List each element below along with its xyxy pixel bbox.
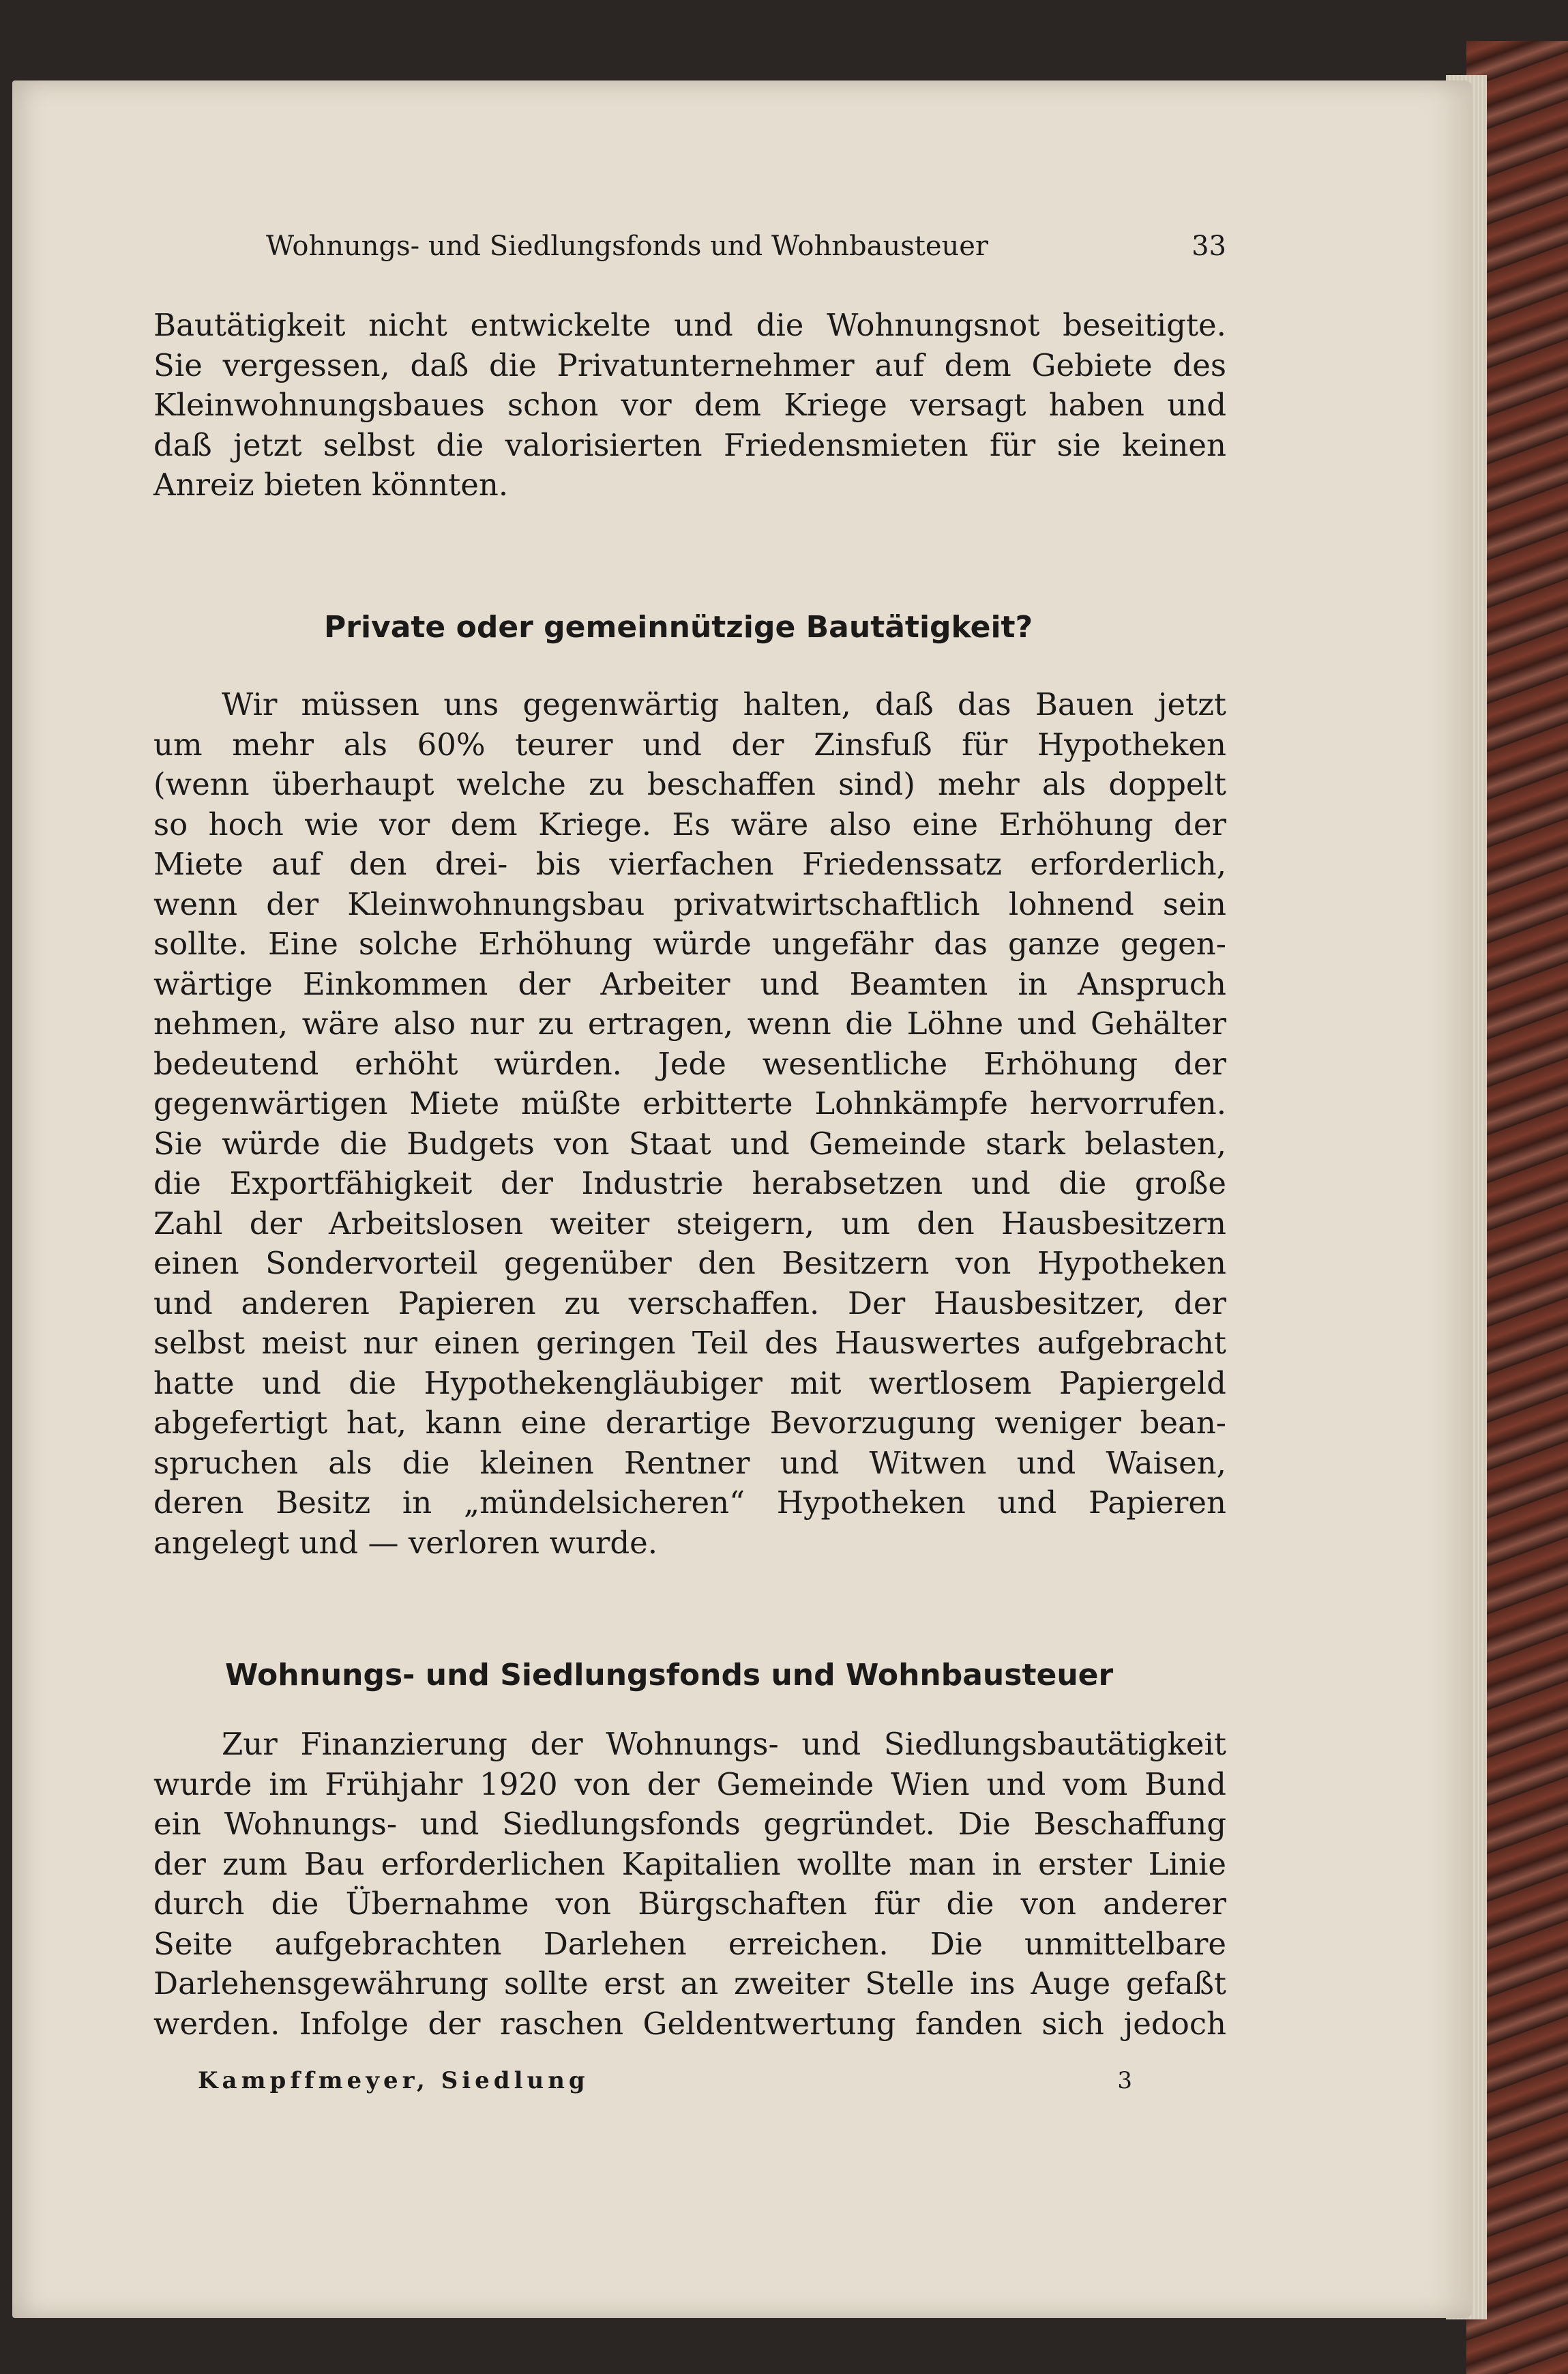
text-line: einen Sondervorteil gegenüber den Besitzern von Hypotheken xyxy=(153,1245,1226,1281)
text-line: die Exportfähigkeit der Industrie herabsetzen und die große xyxy=(153,1165,1226,1201)
text-line: werden. Infolge der raschen Geldentwertung fanden sich jedoch xyxy=(153,2005,1226,2042)
text-line: wärtige Einkommen der Arbeiter und Beamten in Anspruch xyxy=(153,965,1226,1002)
text-line: (wenn überhaupt welche zu beschaffen sind) mehr als doppelt xyxy=(153,766,1226,802)
text-line: nehmen, wäre also nur zu ertragen, wenn die Löhne und Gehälter xyxy=(153,1006,1226,1042)
text-line: durch die Übernahme von Bürgschaften für die von anderer xyxy=(153,1886,1226,1922)
text-line: daß jetzt selbst die valorisierten Friedensmieten für sie keinen xyxy=(153,426,1226,463)
text-line: so hoch wie vor dem Kriege. Es wäre also eine Erhöhung der xyxy=(153,806,1226,842)
text-line: ein Wohnungs- und Siedlungsfonds gegründet. Die Beschaffung xyxy=(153,1806,1226,1842)
text-line: Zur Finanzierung der Wohnungs- und Siedlungsbautätigkeit xyxy=(222,1726,1226,1762)
paragraph-1 xyxy=(153,306,1226,505)
text-line: Anreiz bieten könnten. xyxy=(153,467,509,503)
text-line: hatte und die Hypothekengläubiger mit wertlosem Papiergeld xyxy=(153,1364,1226,1401)
paragraph-2 xyxy=(153,685,1226,1563)
page-footer xyxy=(198,2067,1132,2094)
text-line: selbst meist nur einen geringen Teil des Hauswertes aufgebracht xyxy=(153,1325,1226,1361)
text-line: angelegt und — verloren wurde. xyxy=(153,1524,658,1561)
text-line: abgefertigt hat, kann eine derartige Bevorzugung weniger bean- xyxy=(153,1405,1226,1441)
text-line: und anderen Papieren zu verschaffen. Der Hausbesitzer, der xyxy=(153,1285,1226,1321)
text-line: Kleinwohnungsbaues schon vor dem Kriege versagt haben und xyxy=(153,387,1226,423)
text-line: gegenwärtigen Miete müßte erbitterte Lohnkämpfe hervorrufen. xyxy=(153,1085,1226,1122)
running-title: Wohnungs- und Siedlungsfonds und Wohnbausteuer xyxy=(266,231,989,262)
text-line: Seite aufgebrachten Darlehen erreichen. Die unmittelbare xyxy=(153,1925,1226,1962)
text-line: deren Besitz in „mündelsicheren“ Hypotheken und Papieren xyxy=(153,1484,1226,1521)
paragraph-3 xyxy=(153,1725,1226,2044)
text-line: sollte. Eine solche Erhöhung würde ungefähr das ganze gegen- xyxy=(153,926,1226,962)
footer-signature-number: 3 xyxy=(1117,2067,1132,2094)
text-line: bedeutend erhöht würden. Jede wesentliche Erhöhung der xyxy=(153,1045,1226,1082)
text-line: Miete auf den drei- bis vierfachen Friedenssatz erforderlich, xyxy=(153,846,1226,882)
footer-signature: Kampffmeyer, Siedlung xyxy=(198,2067,589,2094)
text-line: der zum Bau erforderlichen Kapitalien wollte man in erster Linie xyxy=(153,1845,1226,1882)
text-line: Sie würde die Budgets von Staat und Gemeinde stark belasten, xyxy=(153,1125,1226,1162)
page-number: 33 xyxy=(1192,231,1226,262)
text-line: um mehr als 60% teurer und der Zinsfuß für Hypotheken xyxy=(153,726,1226,763)
text-line: spruchen als die kleinen Rentner und Witwen und Waisen, xyxy=(153,1444,1226,1481)
text-line: Bautätigkeit nicht entwickelte und die Wohnungsnot beseitigte. xyxy=(153,307,1226,343)
text-line: Zahl der Arbeitslosen weiter steigern, um den Hausbesitzern xyxy=(153,1205,1226,1242)
text-line: wurde im Frühjahr 1920 von der Gemeinde Wien und vom Bund xyxy=(153,1765,1226,1802)
text-line: wenn der Kleinwohnungsbau privatwirtschaftlich lohnend sein xyxy=(153,885,1226,922)
running-head xyxy=(266,231,1226,262)
text-line: Darlehensgewährung sollte erst an zweiter Stelle ins Auge gefaßt xyxy=(153,1965,1226,2002)
text-line: Sie vergessen, daß die Privatunternehmer auf dem Gebiete des xyxy=(153,347,1226,383)
section-heading-fonds: Wohnungs- und Siedlungsfonds und Wohnbausteuer xyxy=(225,1658,1114,1692)
text-line: Wir müssen uns gegenwärtig halten, daß das Bauen jetzt xyxy=(222,686,1226,722)
section-heading-private: Private oder gemeinnützige Bautätigkeit? xyxy=(324,610,1033,645)
